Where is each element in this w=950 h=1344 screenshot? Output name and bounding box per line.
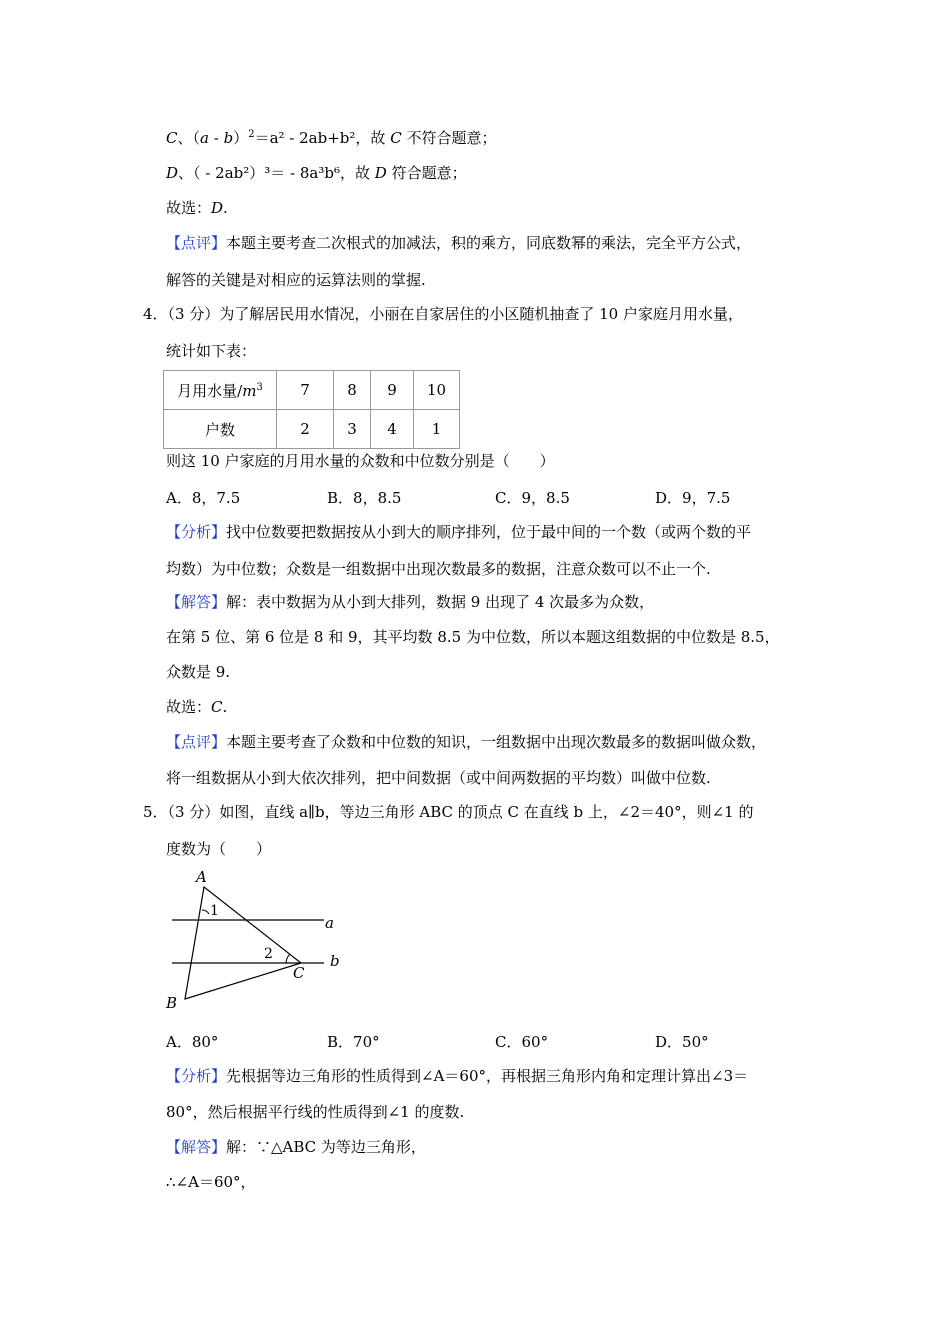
q4-data-table: [163, 370, 460, 449]
q4-answer: 故选：C.: [166, 698, 228, 716]
label-angle1: 1: [210, 903, 219, 919]
q5-analysis-line1: 【分析】先根据等边三角形的性质得到∠A＝60°，再根据三角形内角和定理计算出∠3＝: [166, 1067, 749, 1085]
q4-analysis-line1: 【分析】找中位数要把数据按从小到大的顺序排列，位于最中间的一个数（或两个数的平: [166, 523, 752, 541]
prev-comment-line1: 【点评】本题主要考查二次根式的加减法，积的乘方，同底数幂的乘法，完全平方公式，: [166, 234, 752, 252]
label-line-b: b: [330, 952, 340, 970]
q4-analysis-line2: 均数）为中位数；众数是一组数据中出现次数最多的数据，注意众数可以不止一个.: [166, 560, 711, 578]
q4-comment-line1: 【点评】本题主要考查了众数和中位数的知识，一组数据中出现次数最多的数据叫做众数，: [166, 733, 767, 751]
prev-comment-line2: 解答的关键是对相应的运算法则的掌握.: [166, 271, 426, 289]
q4-stem-line1: 4．（3 分）为了解居民用水情况，小丽在自家居住的小区随机抽查了 10 户家庭月用水量，: [143, 305, 743, 323]
q4-solution-line1: 【解答】解：表中数据为从小到大排列，数据 9 出现了 4 次最多为众数，: [166, 593, 655, 611]
analysis-tag: 【分析】: [166, 1067, 227, 1085]
q4-option-c: C．9，8.5: [495, 489, 570, 507]
angle2-arc: [286, 954, 290, 963]
option-c-line: C、（a - b）$^2$＝a² - 2ab+b²，故 C 不符合题意；: [166, 129, 497, 147]
label-c-vertex: C: [293, 964, 305, 982]
table-cell: 1: [414, 410, 460, 449]
q5-option-d: D．50°: [655, 1033, 709, 1051]
q5-analysis-line2: 80°，然后根据平行线的性质得到∠1 的度数.: [166, 1103, 465, 1121]
analysis-tag: 【分析】: [166, 523, 227, 541]
q5-option-b: B．70°: [327, 1033, 380, 1051]
comment-tag: 【点评】: [166, 733, 227, 751]
q4-question: 则这 10 户家庭的月用水量的众数和中位数分别是（ ）: [166, 452, 555, 470]
label-b-vertex: B: [166, 994, 178, 1012]
q4-solution-line3: 众数是 9.: [166, 663, 231, 681]
q4-option-a: A．8，7.5: [166, 489, 241, 507]
triangle-figure: [160, 862, 360, 1014]
table-row: [164, 371, 460, 410]
table-cell: 9: [371, 371, 414, 410]
table-header-cell: 户数: [164, 410, 277, 449]
table-header-cell: 月用水量$/m^3$: [164, 371, 277, 410]
q5-number: 5．: [143, 803, 168, 821]
q5-solution-line2: ∴∠A＝60°，: [166, 1173, 256, 1191]
q4-stem-line2: 统计如下表：: [166, 342, 257, 360]
solution-tag: 【解答】: [166, 1138, 227, 1156]
table-cell: 4: [371, 410, 414, 449]
q4-number: 4．: [143, 305, 168, 323]
q4-comment-line2: 将一组数据从小到大依次排列，把中间数据（或中间两数据的平均数）叫做中位数.: [166, 769, 711, 787]
q5-option-c: C．60°: [495, 1033, 549, 1051]
q5-stem-line2: 度数为（ ）: [166, 840, 272, 858]
solution-tag: 【解答】: [166, 593, 227, 611]
label-angle2: 2: [264, 946, 273, 962]
prev-answer: 故选：D.: [166, 199, 228, 217]
option-d-line: D、（ - 2ab²）³＝ - 8a³b⁶，故 D 符合题意；: [166, 164, 467, 182]
label-a-vertex: A: [196, 868, 207, 886]
table-cell: 2: [277, 410, 334, 449]
q5-solution-line1: 【解答】解：∵△ABC 为等边三角形，: [166, 1138, 426, 1156]
comment-tag: 【点评】: [166, 234, 227, 252]
q4-option-d: D．9，7.5: [655, 489, 731, 507]
table-cell: 10: [414, 371, 460, 410]
label-line-a: a: [325, 914, 334, 932]
q4-option-b: B．8，8.5: [327, 489, 402, 507]
table-cell: 8: [334, 371, 371, 410]
table-cell: 3: [334, 410, 371, 449]
q4-solution-line2: 在第 5 位、第 6 位是 8 和 9，其平均数 8.5 为中位数，所以本题这组数据的中位数是 8.5，: [166, 628, 780, 646]
triangle-abc: [185, 887, 301, 999]
q5-option-a: A．80°: [166, 1033, 219, 1051]
table-row: [164, 410, 460, 449]
table-cell: 7: [277, 371, 334, 410]
q5-stem-line1: 5．（3 分）如图，直线 a∥b，等边三角形 ABC 的顶点 C 在直线 b 上，∠2＝40°，则∠1 的: [143, 803, 754, 821]
angle1-arc: [202, 910, 209, 914]
